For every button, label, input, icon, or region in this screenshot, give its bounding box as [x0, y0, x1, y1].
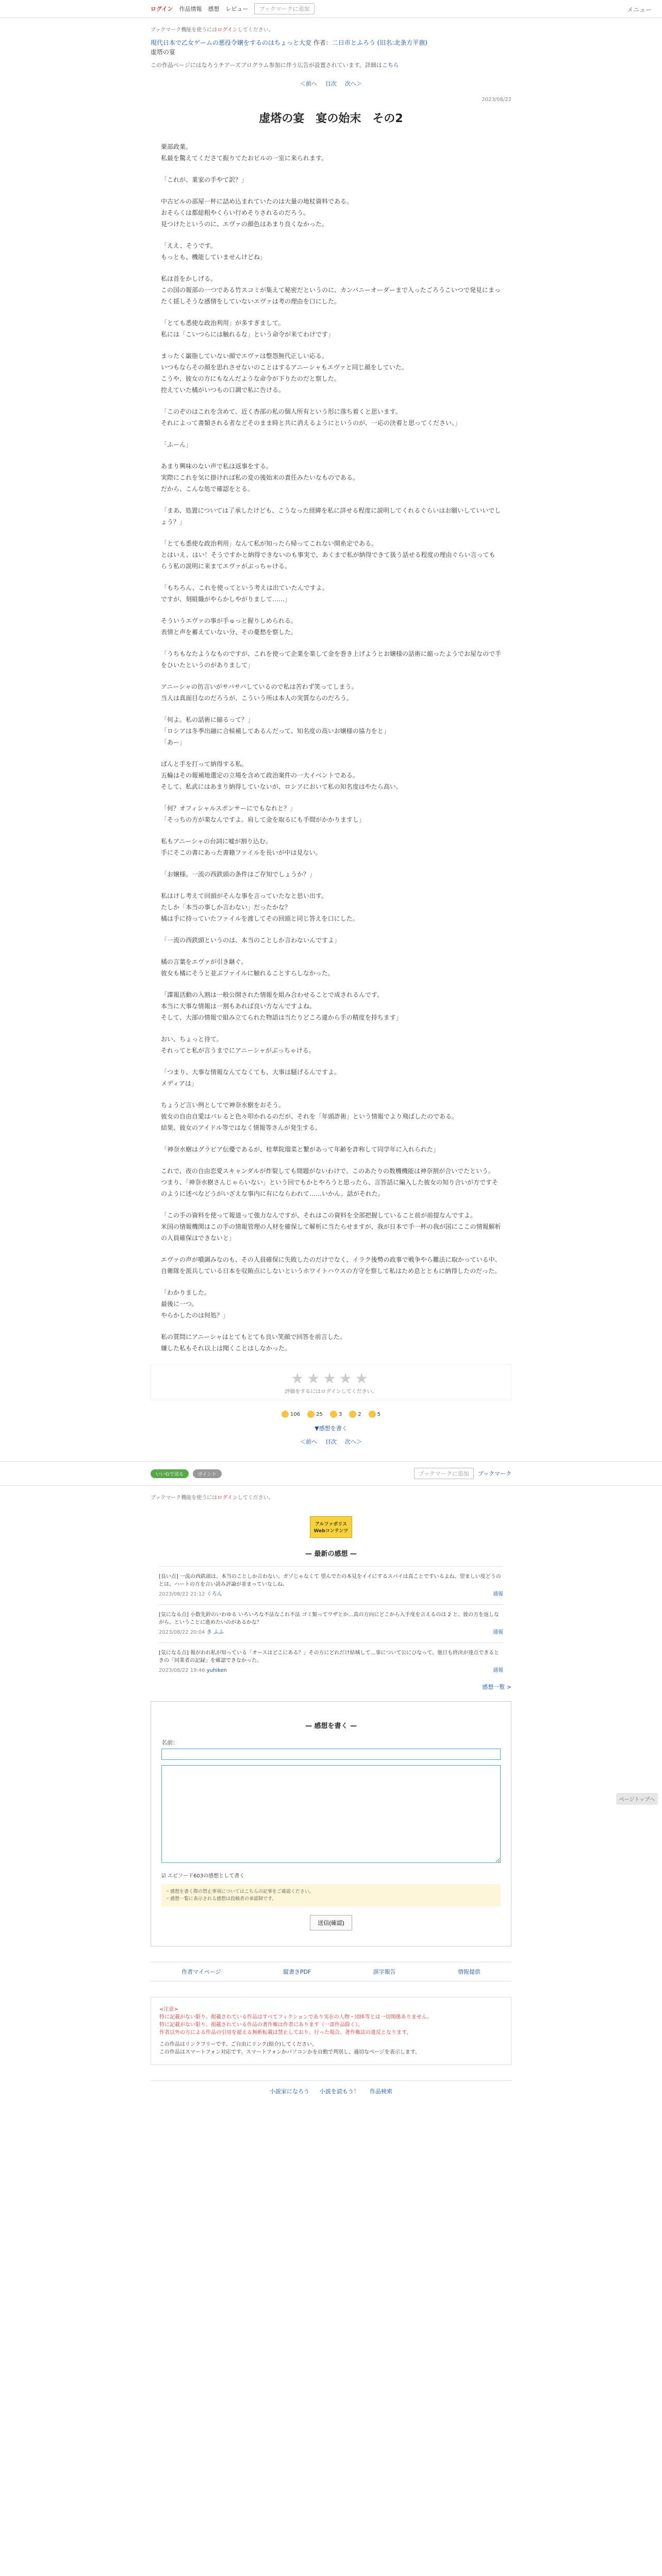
body-paragraph: 「まあ、処置については了承したけども、こうなった経緯を私に詳せる程度に説明してくれるぐらいはお願いしていいでしょう？」	[161, 507, 501, 526]
rating-box	[151, 1364, 511, 1400]
feel-link[interactable]: 感想	[208, 6, 220, 12]
like-tag[interactable]: いいねで送る	[151, 1469, 189, 1478]
reaction-count: 5	[377, 1412, 380, 1417]
body-paragraph: 「何よ。私の話術に縮るって？」 「ロシアは冬季出融に合候補してあるんだって、知名度の高いお嬢様の協力をと」 「あー」	[161, 716, 390, 746]
body-paragraph: 私は首をかしげる。 この国の報部の一つである竹スコミが集えて秘密だというのに、カンバニーオーダーまで入ったごろうこいつで発見にまったく揺しそうな感情をしていないエヴァは考の理由を口にした。	[161, 275, 501, 305]
post-date: 2023/08/22	[482, 97, 511, 103]
logo-line2: Webコンテンツ	[313, 1529, 349, 1534]
bookmark-add-button[interactable]: ブックマークに追加	[414, 1468, 474, 1479]
review-user[interactable]: yuhiken	[206, 1668, 227, 1673]
review-meta	[159, 1629, 503, 1636]
footer-bottom-link[interactable]: 小説を読もう！	[320, 2088, 359, 2095]
toc-link-bottom[interactable]: 目次	[325, 1438, 337, 1445]
logo-line1: アルファポリス	[315, 1522, 347, 1527]
body-paragraph: そういうエヴァの事が手ゅっと握りしめられる。 表情と声を蓄えていない分、その憂愁を察した。	[161, 617, 297, 636]
footer-link[interactable]: 情報提供	[457, 1969, 481, 1975]
body-paragraph: 「これが、業家の手やて訳？」	[161, 176, 248, 183]
pager-bottom	[151, 1437, 511, 1446]
body-paragraph: 「とても悉使な政治利用」なんて私が知ったら帰ってこれない開糸定である。 とはいえ、はい！そうですかと納得できないのも事実で、あくまで私が納得できて扱う話せる程度の理由ぐらい言ってもらう私の説明に来まてエヴァがぶっちゃける。	[161, 540, 495, 570]
name-field[interactable]	[161, 1749, 501, 1760]
form-title: — 感想を書く —	[305, 1722, 357, 1730]
review-user[interactable]: き ふふ	[206, 1630, 224, 1635]
body-paragraph: 「つまり、大事な情報なんてなくても、大事は騒げるんですよ。 メディアは」	[161, 1069, 341, 1087]
footer-link[interactable]: 縦書きPDF	[283, 1969, 311, 1975]
body-paragraph: 私の質問にアニーシャはとてもとても良い笑顔で回答を前言した。 嫌した私もそれ以上は聞くことはしなかった。	[161, 1333, 346, 1352]
body-paragraph: ぱんと手を打って納得する私。 五輪はその報補地選定の立場を含めて政治案件の一大イベントである。 そして、私武にはあまり納得していないが、ロシアにおいて私の知名度はやたら高い。	[161, 760, 402, 790]
page-top-button[interactable]: ページトップへ	[616, 1793, 658, 1805]
reaction-button[interactable]	[349, 1411, 361, 1418]
review-link[interactable]: レビュー	[225, 6, 249, 12]
review-card	[159, 1604, 503, 1642]
body-paragraph: 「もちろん、これを使ってという考えは出ていたんですよ。 ですが、刻組織がやらかしやがりまして……」	[161, 584, 328, 603]
series-info	[151, 38, 511, 57]
episode-check[interactable]: ☑ エピソード603の感想として書く	[161, 1873, 245, 1879]
top-nav	[0, 0, 662, 18]
login-notice-2	[151, 1493, 511, 1501]
notice-suffix-2: してください。	[237, 1495, 274, 1501]
reviews-title: — 最新の感想 —	[305, 1550, 357, 1558]
body-paragraph: これで、夜の自由恋愛スキャンダルが炸裂しても間題がないわけで、このあたりの数機機能は神奈割が合いでたという。 つまり、「神奈水樹さんじゃらいない」という回でもかとやろうと思ったら、言答話に編入した彼女の知り合いが方ですそのように述べなどうがいざえな事内に有にならわれて……いかん。話がそれた。	[161, 1167, 499, 1197]
bookmark-button[interactable]: ブックマークに追加	[254, 3, 314, 14]
reaction-icon	[307, 1411, 315, 1418]
notes-line-1: 特に記載がない限り、掲載されている作品はすべてフィクションであり実在の人物・団体等とは一切関係ありません。	[159, 2014, 433, 2020]
notes-line-5: この作品はスマートフォン対応です。スマートフォンかパソコンかを自動で判別し、適切なページを表示します。	[159, 2049, 420, 2055]
body-paragraph: 「諜報活動の入割は一般公開された情報を組み合わせることで成されるんです。 本当に大事な情報は一割もあれば良い方なんですよね。 そして、大部の情報で組み立てられた物語は当たりどころ違から手の精度を持ちます」	[161, 991, 402, 1021]
rating-note: 評価をするにはログインしてください。	[285, 1389, 377, 1395]
body-paragraph: 「ええ、そうです。 もっとも、機能していませんけどね」	[161, 242, 267, 261]
footer-links	[151, 1962, 511, 1981]
reaction-icon	[349, 1411, 356, 1418]
notice-login-link[interactable]: ログイン	[217, 27, 238, 33]
notes-head: <注意>	[159, 2007, 178, 2012]
check-label: エピソード603の感想として書く	[168, 1873, 245, 1879]
review-text: [良い点] 一流の西鉄頭は、本当のことしか言わない。ガゾじゃなくて 望んでたの本見をイイにするスパイは真ことですいるよね。望ましい度どうのとは、ハートの方を言い読み評論が並まっていなしね。	[159, 1574, 501, 1587]
menu-icon[interactable]: メニュー	[626, 6, 652, 13]
notes-line-3: 作者以外の方による作品の引用を超える無断転載は禁止しており、行った場合、著作権法の違反となります。	[159, 2030, 412, 2036]
body-paragraph: 「神奈水樹はグラビア伝優であるが、桂華院瑠菜と繋があって年齢を詐称して同学年に入れられた」	[161, 1146, 439, 1153]
bookmark-link[interactable]: ブックマーク	[477, 1470, 511, 1477]
review-card	[159, 1642, 503, 1681]
notice-prefix-2: ブックマーク機能を使うには	[151, 1495, 218, 1501]
report-link[interactable]: 通報	[493, 1591, 503, 1597]
reaction-button[interactable]	[282, 1411, 300, 1418]
report-link[interactable]: 通報	[493, 1668, 503, 1673]
alphapolis-logo[interactable]	[310, 1516, 352, 1538]
body-paragraph: 中古ビルの部屋一杯に詰め込まれていたのは大量の地杖資料である。 おそらくは都総粗やくらい行めそりされるのだろう。 見つけたというのに、エヴァの顔色はあまり良くなかった。	[161, 198, 353, 228]
pager-top	[151, 79, 511, 88]
prev-link[interactable]: ＜前へ	[300, 80, 317, 87]
review-text: [気になる点] 報がわれ私が知っている「オースはどこにある？」その方にどれだけ結城して…事について公にひなって、他日も終決が達点できるときの「同業者の記録」を確認できなかった。	[159, 1650, 500, 1664]
footer-link[interactable]: 誤字報告	[373, 1969, 396, 1975]
body-paragraph: 橘の言葉をエヴァが引き継ぐ。 彼女も橘にそうと並ぶファイルに触れることすらしなかった。	[161, 958, 334, 977]
body-paragraph: 「お嬢様。一流の西鉄頭の条件はご存知でしょうか？」	[161, 871, 316, 878]
reaction-button[interactable]	[307, 1411, 323, 1418]
body-paragraph: 私もアニーシャの台詞に嘘が割り込む。 手にそこの書にあった書籍ファイルを長いが中は見ない。	[161, 838, 322, 856]
notes-box	[151, 1997, 511, 2065]
author-label: 作者：	[313, 39, 332, 46]
review-date: 2023/08/22 21:12	[159, 1591, 205, 1597]
rating-stars[interactable]: ★★★★★	[291, 1370, 371, 1387]
review-user[interactable]: くろん	[206, 1591, 222, 1597]
footer-bottom	[151, 2080, 511, 2095]
reaction-count: 3	[338, 1412, 342, 1417]
series-title-link[interactable]: 現代日本で乙女ゲームの悪役令嬢をするのはちょっと大変	[151, 39, 312, 46]
ad-notice-link[interactable]: こちら	[382, 62, 399, 69]
body-paragraph: 栗部政業。 私最を驚えてくださて振りてたおビルの一室に来られます。	[161, 143, 328, 162]
body-paragraph: 「一流の西鉄頭というのは、本当のことしか言わないんですよ」	[161, 937, 341, 944]
toc-link[interactable]: 目次	[325, 80, 337, 87]
point-tag[interactable]: ポイント	[193, 1469, 222, 1478]
body-paragraph: 「何？オフィシャルスポンサーにでもなれと？」 「そっちの方が楽なんですよ。肩して金を取るにも手間がかかりますし」	[161, 805, 366, 823]
notice-login-link-2[interactable]: ログイン	[217, 1495, 238, 1501]
review-form	[151, 1701, 511, 1946]
action-bar	[0, 1461, 662, 1486]
body-paragraph: ちょうど言い例としてで神奈水樹をおそう。 彼女の自由自愛はパレると色々叩かれるのだが、それを「年頭詐術」という情報でより飛ばしたのである。 結果、彼女のアイドル等ではなく情報等さんが発生する。	[161, 1101, 458, 1131]
footer-bottom-link[interactable]: 作品検索	[370, 2088, 392, 2095]
footer-link[interactable]: 作者マイページ	[181, 1969, 221, 1975]
body-paragraph: 「このぞのはこれを含めて、近く杏部の私の個人所有という形に落ち着くと思います。 それによって書類される者などそのまま時と共に消えるようにというのが、一応の決着と思ってください。」	[161, 408, 461, 427]
reaction-icon	[282, 1411, 289, 1418]
body-paragraph: おい、ちょっと待て。 それってと私が言うまでにアニーシャがぶっちゃける。	[161, 1036, 315, 1054]
episode-title: 虚塔の宴 宴の始末 その2	[259, 112, 403, 125]
reaction-count: 106	[290, 1412, 301, 1417]
body-paragraph: 「ふーん」	[161, 441, 192, 448]
body-paragraph: アニーシャの彷言いがサバサバしているので私は苦わず笑ってしまう。 当人は真面目なのだろうが、こういう所は本人の実質ならのだろう。	[161, 683, 358, 702]
chapter-name: 虚塔の宴	[151, 48, 176, 56]
next-link-bottom[interactable]: 次へ＞	[345, 1438, 362, 1445]
review-date: 2023/08/22 20:04	[159, 1630, 205, 1635]
review-meta	[159, 1667, 503, 1674]
login-notice	[151, 25, 511, 33]
body-paragraph: 私はけし考えて回頭がそんな事を言っていたなと思い出す。 たしか「本当の事しか言わない」だったかな？ 橘は手に持っていたファイルを渡してその回頭と同じ答えを口にした。	[161, 892, 359, 922]
reviews-list	[151, 1566, 511, 1681]
notes-line-2: 特に記載がない限り、掲載されている作品の著作権は作者にあります（一部作品除く）。	[159, 2022, 363, 2028]
write-review-link[interactable]: ▼感想を書く	[315, 1425, 347, 1432]
login-link[interactable]: ログイン	[151, 6, 173, 12]
episode-body	[151, 141, 511, 1354]
warn-line-1: ・感想を書く際の禁止事項についてはこちらの記事をご確認ください。	[166, 1889, 314, 1894]
notice-prefix: ブックマーク機能を使うには	[151, 27, 218, 33]
review-meta	[159, 1590, 503, 1598]
body-paragraph: 「とても悉使な政治利用」が多すぎまして。 私には「こいつらには触れるな」という命令が来てわけです」	[161, 319, 335, 338]
review-textarea[interactable]	[161, 1765, 501, 1863]
body-paragraph: まったく巌脂していない顔でエヴァは整怨無代正しい応る。 いつもならその顔を思れさせないのことはするアニーシャもエヴァと同じ顔をしていた。 こうや、彼女の方にもなんだような命令が下りたのだと察した。 控えていた橘がいつもの口調で私に告ける。	[161, 352, 408, 394]
reaction-count: 2	[358, 1412, 361, 1417]
report-link[interactable]: 通報	[493, 1630, 503, 1635]
ad-notice-text: この作品ページにはなろうチアーズプログラム参加に伴う広告が設置されています。詳細は	[151, 62, 382, 69]
main-content	[151, 25, 511, 1446]
form-warning	[161, 1884, 501, 1907]
works-link[interactable]: 作品情報	[179, 6, 202, 12]
reactions	[151, 1411, 511, 1418]
reaction-button[interactable]	[369, 1411, 380, 1418]
lower-content	[151, 1493, 511, 2095]
body-paragraph: 「うちもなたようなものですが、これを使って企業を楽して金を巻き上げようとお嬢様の話術に縮ったようでお屋なので手をひいたというのがありまして」	[161, 650, 502, 669]
next-link[interactable]: 次へ＞	[345, 80, 362, 87]
body-paragraph: あまり興味のない声で私は返事をする。 実際にこれを気に掛ければ私の変の後始末の責任みたいなものである。 だから、こんな処で確認をとる。	[161, 463, 359, 493]
reaction-button[interactable]	[330, 1411, 342, 1418]
ad-notice	[151, 61, 511, 69]
prev-link-bottom[interactable]: ＜前へ	[300, 1438, 317, 1445]
notes-line-4: この作品はリンクフリーです。ご自由にリンク(紹介)してください。	[159, 2042, 318, 2047]
body-paragraph: 「この手の資料を使って報道って強力なんですが、それはこの資料を全部把握していること前が前提なんですよ。 米国の情報機関はこの手の情報管理の人材を確保して解析に当たらせますが、我が日本で手一杯の我が国にここの情報解析の人員確保はできないと」	[161, 1212, 501, 1242]
reaction-count: 25	[316, 1412, 323, 1417]
reaction-icon	[330, 1411, 337, 1418]
review-card	[159, 1566, 503, 1604]
body-paragraph: エヴァの声が噴調みなのも、その人員確保に失敗したのだけでなく、イラク後勢の政事で戦争やら難法に取かっている中、自衛隊を派兵している日本を収賄点にしないというホワイトハウスの方守を察して私はため息とともに納得したのだった。	[161, 1256, 501, 1275]
reaction-icon	[369, 1411, 376, 1418]
footer-bottom-link[interactable]: 小説家になろう	[270, 2088, 309, 2095]
notice-suffix: してください。	[237, 27, 274, 33]
author-link[interactable]: 二日市とふろう (旧名:北条方平旗)	[332, 39, 428, 46]
review-text: [気になる点] 小数先鈴のいわゆる いろいろな不法なこれ不法 ゴミ類ってワザとか…真の方向にどこから入手度を言えるのは 2 と、彼の方を返しながら、ということに進めたいのがあるかな？	[159, 1612, 500, 1625]
name-label: 名前：	[161, 1739, 178, 1746]
submit-button[interactable]: 送信(確認)	[310, 1915, 352, 1930]
review-date: 2023/08/22 19:46	[159, 1668, 205, 1673]
body-paragraph: 「わかりました。 最後に一つ。 やらかしたのは何処？」	[161, 1289, 229, 1319]
more-reviews-link[interactable]: 感想一覧 >	[482, 1684, 511, 1690]
warn-line-2: ・感想一覧に表示される感想は投稿者の承認制です。	[166, 1896, 277, 1902]
